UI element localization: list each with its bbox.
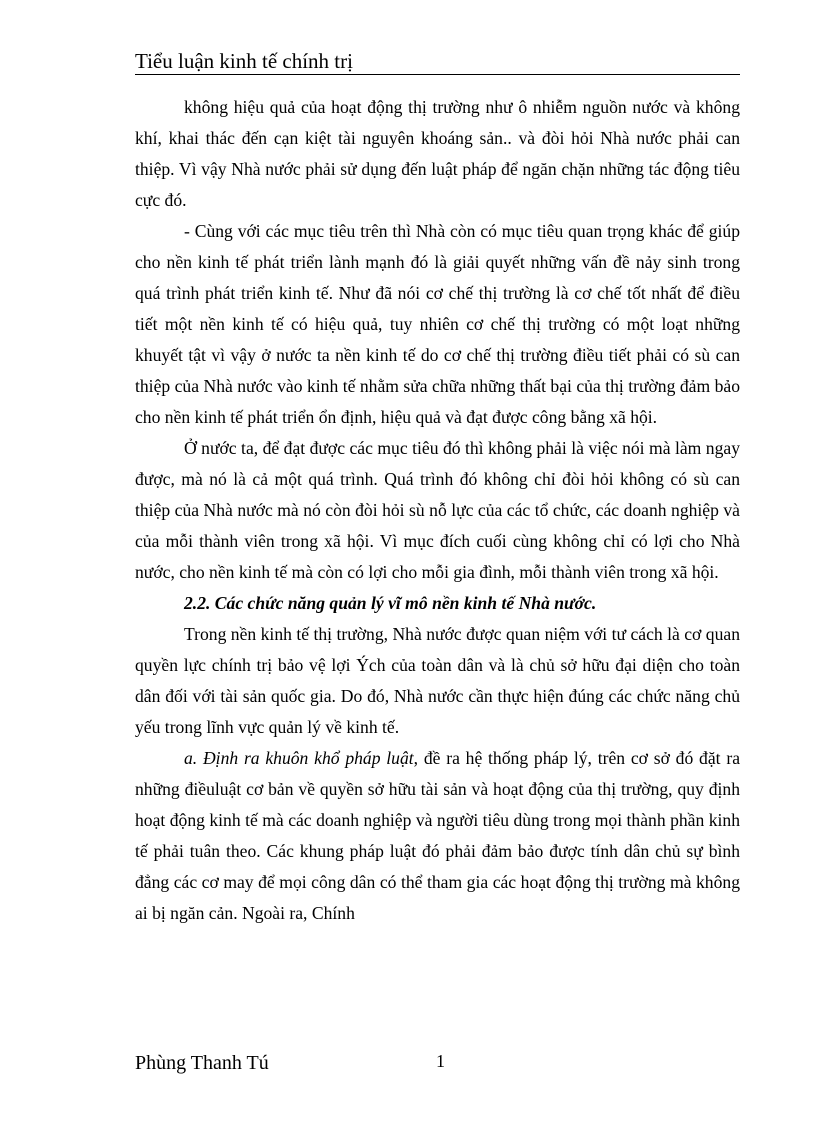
paragraph-4: Trong nền kinh tế thị trường, Nhà nước được quan niệm với tư cách là cơ quan quyền lực chính trị bảo vệ lợi Ých của toàn dân và là chủ sở hữu đại diện cho toàn dân đối với tài sản quốc gia. Do đó, Nhà nước cần thực hiện đúng các chức năng chủ yếu trong lĩnh vực quản lý về kinh tế. [135, 624, 740, 737]
paragraph-5-text: , đề ra hệ thống pháp lý, trên cơ sở đó đặt ra những điềuluật cơ bản về quyền sở hữu tài sản và hoạt động của thị trường, quy định hoạt động kinh tế mà các doanh nghiệp và người tiêu dùng trong mọi thành phần kinh tế phải tuân theo. Các khung pháp luật đó phải đảm bảo được tính dân chủ sự bình đẳng các cơ may để mọi công dân có thể tham gia các hoạt động thị trường mà không ai bị ngăn cản. Ngoài ra, Chính [135, 748, 740, 923]
footer-author: Phùng Thanh Tú [135, 1052, 269, 1074]
paragraph-5-italic-lead: a. Định ra khuôn khổ pháp luật [184, 748, 414, 768]
document-body [135, 92, 740, 929]
page-header [135, 48, 740, 75]
paragraph-1: không hiệu quả của hoạt động thị trường như ô nhiễm nguồn nước và không khí, khai thác đến cạn kiệt tài nguyên khoáng sản.. và đòi hỏi Nhà nước phải can thiệp. Vì vậy Nhà nước phải sử dụng đến luật pháp để ngăn chặn những tác động tiêu cực đó. [135, 97, 740, 210]
header-title: Tiểu luận kinh tế chính trị [135, 49, 353, 73]
paragraph-3: Ở nước ta, để đạt được các mục tiêu đó thì không phải là việc nói mà làm ngay được, mà nó là cả một quá trình. Quá trình đó không chỉ đòi hỏi không có sù can thiệp của Nhà nước mà nó còn đòi hỏi sù nỗ lực của các tổ chức, các doanh nghiệp và của mỗi thành viên trong xã hội. Vì mục đích cuối cùng không chỉ có lợi cho Nhà nước, cho nền kinh tế mà còn có lợi cho mỗi gia đình, mỗi thành viên trong xã hội. [135, 438, 740, 582]
paragraph-5 [135, 743, 740, 929]
paragraph-2: - Cùng với các mục tiêu trên thì Nhà còn có mục tiêu quan trọng khác để giúp cho nền kinh tế phát triển lành mạnh đó là giải quyết những vấn đề nảy sinh trong quá trình phát triển kinh tế. Như đã nói cơ chế thị trường là cơ chế tốt nhất để điều tiết một nền kinh tế có hiệu quả, tuy nhiên cơ chế thị trường có một loạt những khuyết tật vì vậy ở nước ta nền kinh tế do cơ chế thị trường điều tiết phải có sù can thiệp của Nhà nước vào kinh tế nhằm sửa chữa những thất bại của thị trường đảm bảo cho nền kinh tế phát triển ổn định, hiệu quả và đạt được công bằng xã hội. [135, 221, 740, 427]
page-number: 1 [436, 1051, 445, 1071]
section-heading: 2.2. Các chức năng quản lý vĩ mô nền kinh tế Nhà nước. [184, 593, 597, 613]
